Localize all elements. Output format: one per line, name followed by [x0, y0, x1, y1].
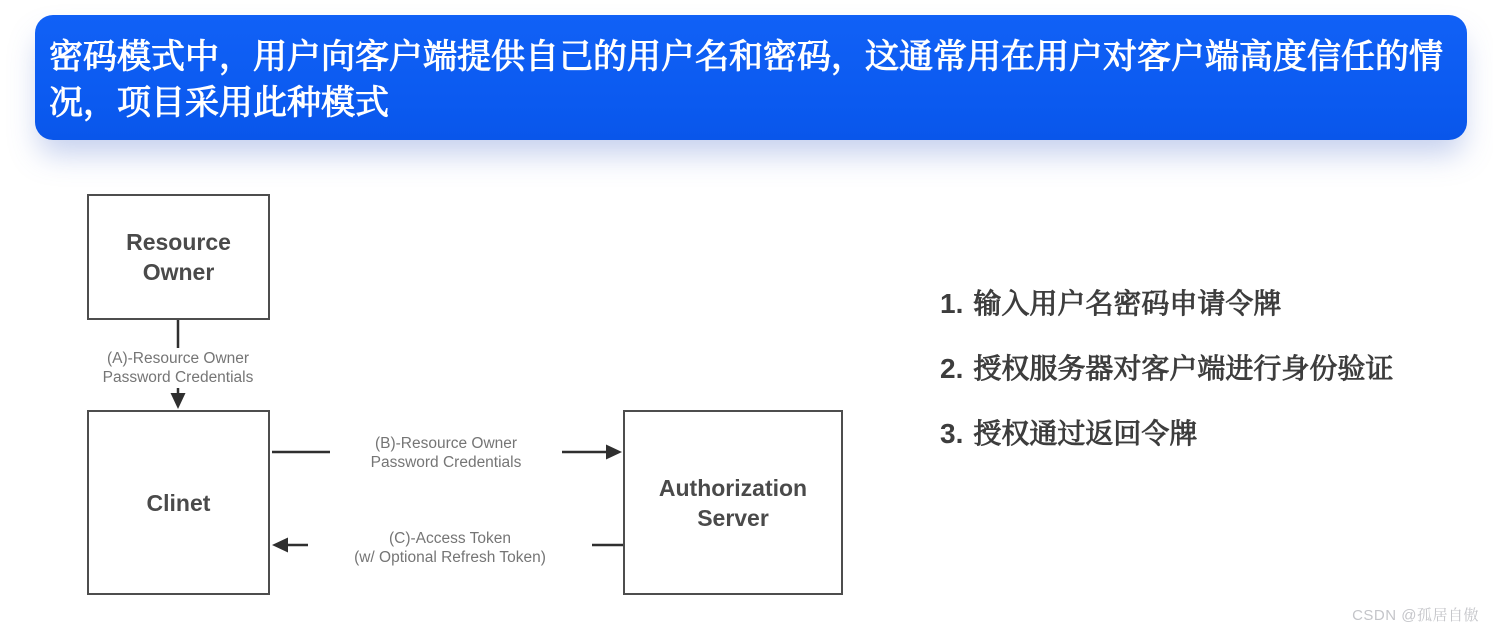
step-number: 2.: [940, 353, 964, 384]
resource-owner-label: Resource Owner: [126, 229, 231, 285]
authorization-server-box: [623, 410, 843, 595]
arrow-c-head: [272, 538, 288, 553]
list-item: [940, 418, 1460, 450]
arrow-b-head: [606, 445, 622, 460]
arrow-a-label: [72, 348, 284, 388]
step-text: 授权服务器对客户端进行身份验证: [973, 353, 1394, 384]
arrow-a-label-line2: Password Credentials: [102, 369, 254, 386]
arrow-a-head: [171, 393, 186, 409]
client-label: Clinet: [146, 489, 211, 516]
arrow-b-label-line2: Password Credentials: [370, 454, 522, 471]
csdn-watermark: CSDN @孤居自傲: [1352, 607, 1479, 624]
authorization-server-label: Authorization Server: [658, 474, 808, 531]
resource-owner-box: [87, 194, 270, 320]
arrow-b-label: [330, 433, 562, 473]
step-number: 3.: [940, 418, 964, 449]
arrow-b-label-line1: (B)-Resource Owner: [374, 435, 518, 452]
arrow-c-label-line2: (w/ Optional Refresh Token): [354, 549, 546, 566]
list-item: [940, 288, 1460, 320]
banner-text: 密码模式中，用户向客户端提供自己的用户名和密码，这通常用在用户对客户端高度信任的情况，项目采用此种模式: [49, 38, 1443, 122]
arrow-c-label-line1: (C)-Access Token: [388, 530, 512, 547]
arrow-c-label: [308, 528, 592, 568]
step-number: 1.: [940, 288, 964, 319]
info-banner: [35, 15, 1467, 140]
step-text: 输入用户名密码申请令牌: [973, 288, 1282, 319]
arrow-a-label-line1: (A)-Resource Owner: [106, 350, 250, 367]
steps-list: [940, 288, 1460, 483]
step-text: 授权通过返回令牌: [973, 418, 1198, 449]
list-item: [940, 353, 1460, 385]
client-box: [87, 410, 270, 595]
